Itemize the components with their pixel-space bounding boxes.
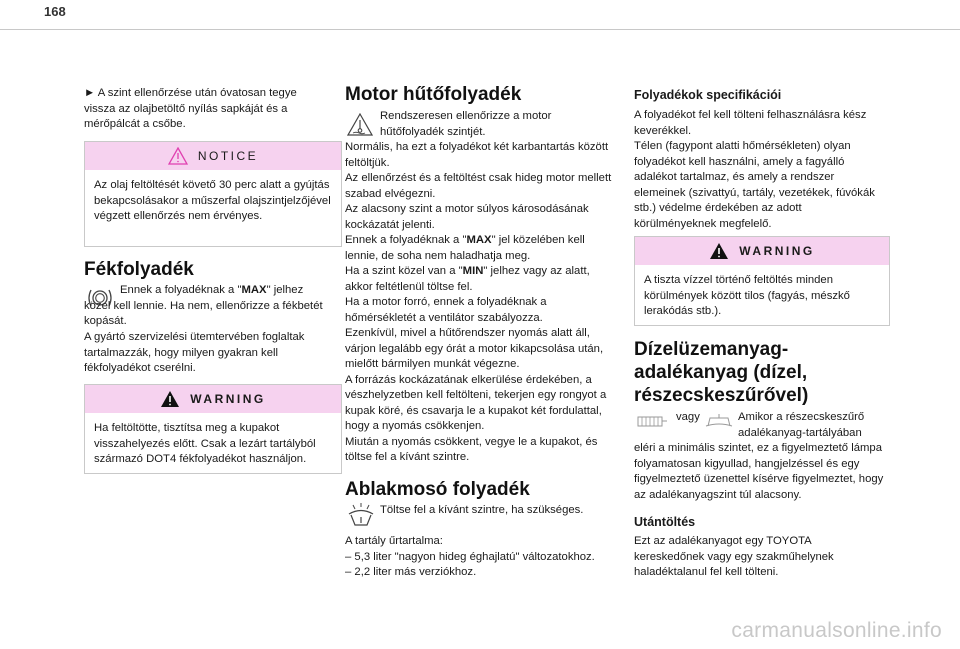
brake-warning-text: Ha feltöltötte, tisztítsa meg a kupakot visszahelyezés előtt. Csak a lezárt tartályból származó DOT4 fékfolyadékot használjon. [94, 422, 316, 465]
coolant-icon-text: Rendszeresen ellenőrizze a motor hűtőfolyadék szintjét. [380, 110, 552, 138]
diesel-additive-heading: Dízelüzemanyag- adalékanyag (dízel, részecskeszűrővel) [634, 339, 809, 406]
refill-heading: Utántöltés [634, 515, 696, 529]
page-number: 168 [44, 4, 66, 19]
washer-fluid-heading: Ablakmosó folyadék [345, 479, 530, 500]
coolant-body-2: " jel közelében kell lennie, de soha nem haladhatja meg. Ha a szint közel van a " [345, 234, 585, 277]
coolant-temperature-icon [347, 113, 373, 137]
header-divider [0, 29, 960, 30]
brake-text-2: A gyártó szervizelési ütemtervében foglaltak tartalmazzák, hogy milyen gyakran kell fékfolyadékot cserélni. [84, 331, 305, 374]
washer-fluid-icon [347, 502, 375, 526]
oil-intro-text: ► A szint ellenőrzése után óvatosan tegye vissza az olajbetöltő nyílás sapkáját és a mérőpálcát a csőbe. [84, 87, 297, 130]
brake-fluid-heading: Fékfolyadék [84, 259, 194, 280]
coolant-heading: Motor hűtőfolyadék [345, 84, 522, 105]
diesel-icon-text: Amikor a részecskeszűrő adalékanyag-tartályában [738, 411, 865, 439]
washer-body: A tartály űrtartalma: – 5,3 liter "nagyon hideg éghajlatú" változatokhoz. – 2,2 liter más verziókhoz. [345, 535, 595, 578]
notice-triangle-icon [168, 147, 188, 165]
washer-warning-box [634, 236, 890, 326]
warning-title: WARNING [190, 392, 266, 406]
brake-max-label: MAX [241, 284, 267, 296]
warning-triangle-icon [160, 390, 180, 408]
fluid-spec-heading: Folyadékok specifikációi [634, 88, 782, 102]
diesel-body: eléri a minimális szintet, ez a figyelmeztető lámpa folyamatosan kigyullad, hangjelzéssel és egy figyelmeztető üzenettel kísérve figyelmeztet, hogy az adalékanyagszint túl alacsony. [634, 442, 884, 501]
brake-warning-box [84, 384, 342, 474]
warning-header [635, 237, 889, 265]
vagy-text: vagy [676, 411, 700, 423]
coolant-body [345, 140, 617, 466]
additive-tank-icon [704, 412, 734, 430]
fuel-filter-icon [636, 413, 668, 429]
brake-text-1a: Ennek a folyadéknak a " [120, 284, 242, 296]
brake-text-1c: " jelhez közel kell lennie. Ha nem, ellenőrizze a fékbetét kopását. [84, 284, 323, 327]
washer-warning-text: A tiszta vízzel történő feltöltés minden körülmények között tilos (fagyás, mészkő lerakódás stb.). [644, 274, 850, 317]
notice-title: NOTICE [197, 149, 259, 163]
coolant-max-label: MAX [466, 234, 492, 246]
washer-icon-text: Töltse fel a kívánt szintre, ha szükséges. [380, 504, 584, 516]
coolant-body-3: " jelhez vagy az alatt, akkor feltétlenül töltse fel. Ha a motor forró, ennek a folyadéknak a hőmérsékletét a ventilátor szabályozza. Ezenkívül, mivel a hűtőrendszer nyomás alatt áll, várjon legalább egy órát a motor kikapcsolása után, mielőtt bármilyen munkát végezne. A forrázás kockázatának elkerülése érdekében, a vészhelyzetben kell feltölteni, tekerjen egy rongyot a kupak köré, és csavarja le a kupakot két fordulattal, hogy a nyomás csökkenjen. Miután a nyomás csökkent, vegye le a kupakot, és töltse fel a kívánt szintre. [345, 265, 607, 463]
warning-triangle-icon [709, 242, 729, 260]
coolant-body-1: Normális, ha ezt a folyadékot két karbantartás között feltöltjük. Az ellenőrzést és a feltöltést csak hideg motor mellett szabad elvégezni. Az alacsony szint a motor súlyos károsodásának kockázatát jelenti. Ennek a folyadéknak a " [345, 141, 612, 246]
warning-title: WARNING [739, 244, 815, 258]
notice-text: Az olaj feltöltését követő 30 perc alatt a gyújtás bekapcsolásakor a műszerfal olajszintjelzőjével végzett ellenőrzés nem érvényes. [94, 179, 331, 222]
warning-header [85, 385, 341, 413]
fluid-spec-body: A folyadékot fel kell tölteni felhasználásra kész keverékkel. Télen (fagypont alatti hőmérsékleten) olyan folyadékot kell használni, amely a fagyálló adalékot tartalmaz, és amely a rendszer elemeinek (szivattyú, tartály, vezetékek, fúvókák stb.) védelme érdekében az adott körülményeknek megfelelő. [634, 109, 875, 230]
notice-box [84, 141, 342, 247]
refill-body: Ezt az adalékanyagot egy TOYOTA kereskedőnek vagy egy szakműhelynek haladéktalanul fel kell tölteni. [634, 535, 834, 578]
notice-header [85, 142, 341, 170]
watermark: carmanualsonline.info [731, 619, 942, 642]
brake-text-1 [84, 283, 332, 330]
coolant-min-label: MIN [462, 265, 484, 277]
